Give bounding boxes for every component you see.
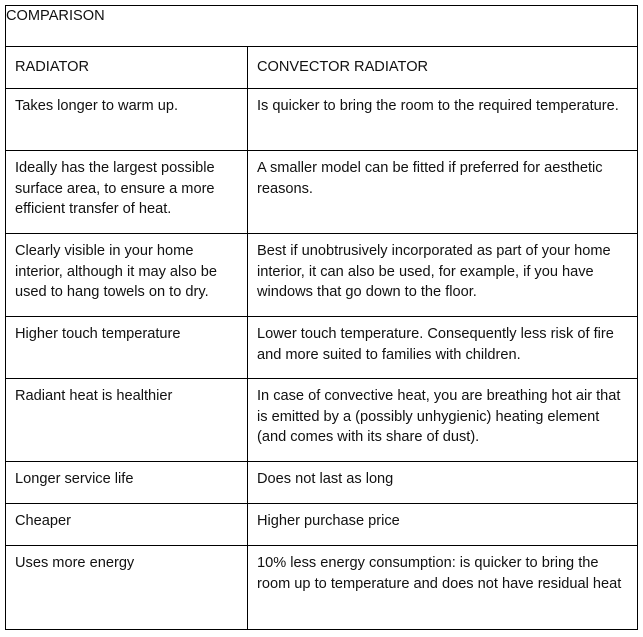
table-row (6, 546, 638, 630)
table-title: COMPARISON (6, 6, 638, 47)
radiator-cell: Takes longer to warm up. (6, 89, 248, 151)
convector-cell: In case of convective heat, you are breathing hot air that is emitted by a (possibly unhygienic) heating element (and comes with its share of dust). (248, 379, 638, 462)
radiator-cell: Cheaper (6, 504, 248, 546)
radiator-cell: Clearly visible in your home interior, although it may also be used to hang towels on to dry. (6, 234, 248, 317)
convector-cell: Best if unobtrusively incorporated as part of your home interior, it can also be used, for example, if you have windows that go down to the floor. (248, 234, 638, 317)
radiator-cell: Higher touch temperature (6, 317, 248, 379)
convector-cell: Is quicker to bring the room to the required temperature. (248, 89, 638, 151)
convector-cell: Does not last as long (248, 462, 638, 504)
convector-cell: A smaller model can be fitted if preferred for aesthetic reasons. (248, 151, 638, 234)
table-row (6, 317, 638, 379)
radiator-cell: Radiant heat is healthier (6, 379, 248, 462)
table-row (6, 151, 638, 234)
radiator-cell: Longer service life (6, 462, 248, 504)
comparison-table (5, 5, 638, 630)
column-header-radiator: RADIATOR (6, 47, 248, 89)
radiator-cell: Ideally has the largest possible surface area, to ensure a more efficient transfer of heat. (6, 151, 248, 234)
column-header-convector-radiator: CONVECTOR RADIATOR (248, 47, 638, 89)
table-row (6, 234, 638, 317)
convector-cell: 10% less energy consumption: is quicker to bring the room up to temperature and does not have residual heat (248, 546, 638, 630)
table-row (6, 89, 638, 151)
table-row (6, 504, 638, 546)
table-row (6, 379, 638, 462)
table-row (6, 462, 638, 504)
table-title-row (6, 6, 638, 47)
convector-cell: Lower touch temperature. Consequently less risk of fire and more suited to families with children. (248, 317, 638, 379)
convector-cell: Higher purchase price (248, 504, 638, 546)
table-header-row (6, 47, 638, 89)
radiator-cell: Uses more energy (6, 546, 248, 630)
